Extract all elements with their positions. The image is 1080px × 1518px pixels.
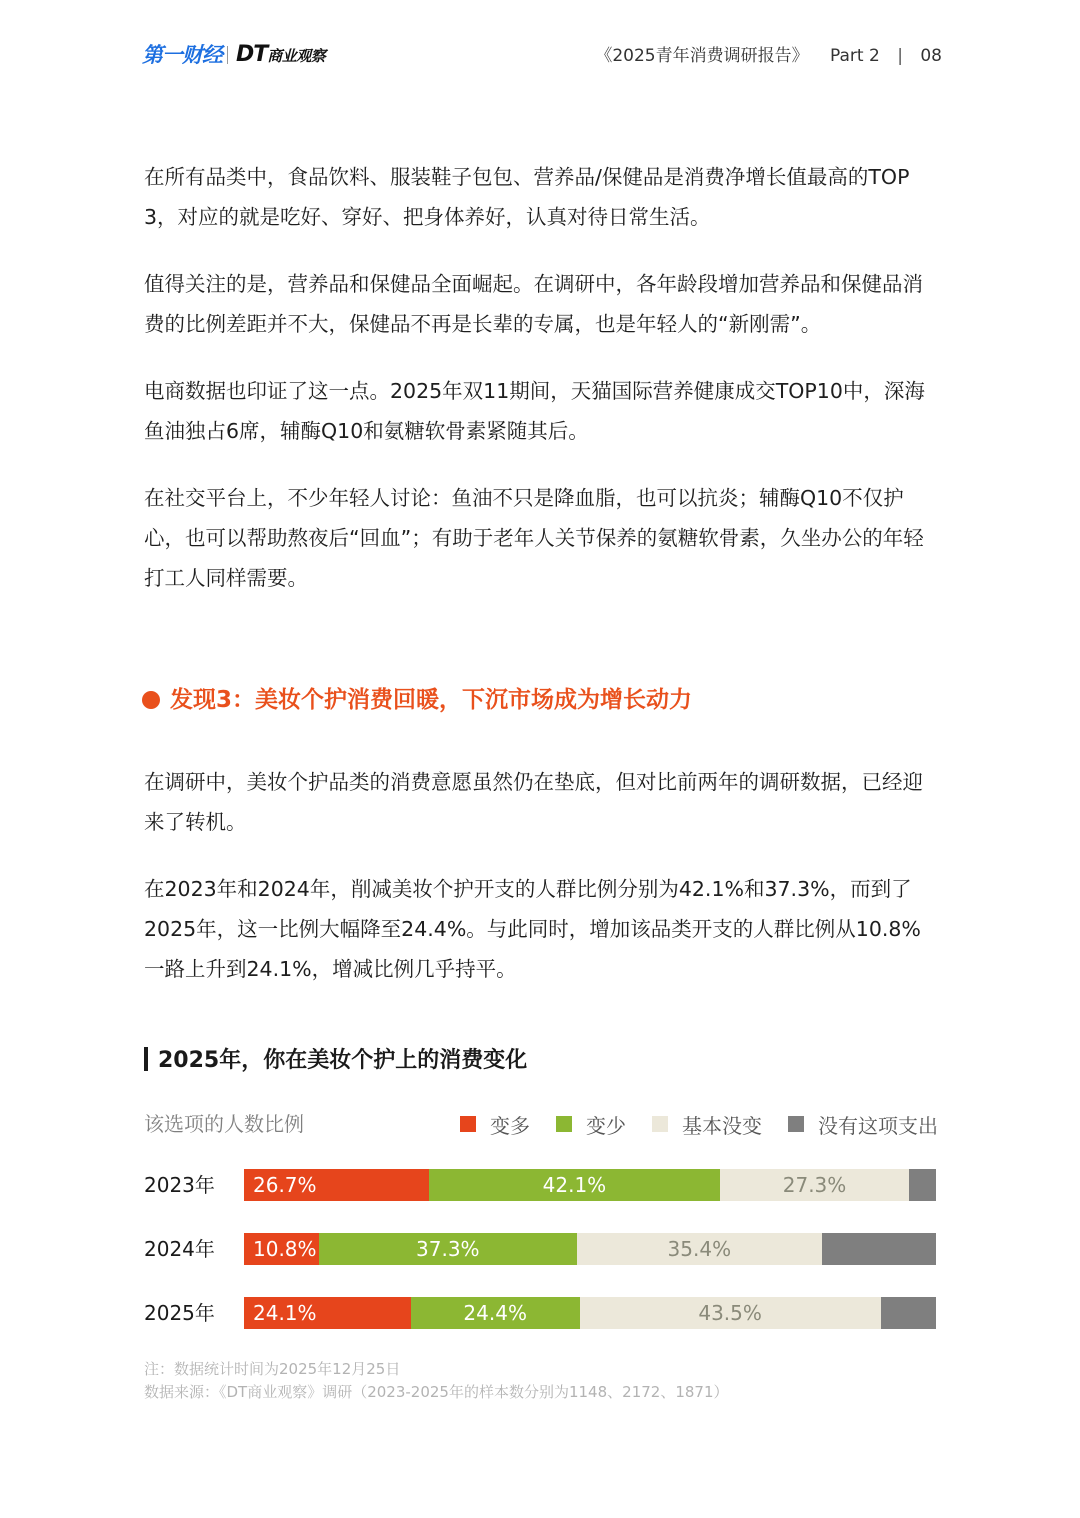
bar-data-label: 35.4% [667,1237,732,1261]
chart-title-text: 2025年，你在美妆个护上的消费变化 [158,1048,528,1073]
body-paragraph-4 [144,478,940,598]
bar-data-label: 43.5% [698,1301,762,1325]
header-divider: | [897,46,903,66]
section-heading-text: 发现3：美妆个护消费回暖，下沉市场成为增长动力 [170,687,693,713]
body-paragraph-3 [144,371,940,451]
bar-segment [319,1233,577,1265]
dt-logo [236,42,325,69]
paragraph: 在调研中，美妆个护品类的消费意愿虽然仍在垫底，但对比前两年的调研数据，已经迎来了转机。 [144,770,923,834]
bar-data-label: 24.4% [463,1301,527,1325]
body-paragraph-1 [144,157,940,237]
legend-swatch [460,1116,476,1132]
legend-label: 没有这项支出 [818,1113,938,1138]
bar-segment [429,1169,720,1201]
legend-swatch [788,1116,804,1132]
legend-item [556,1110,626,1139]
chart-notes [144,1358,729,1404]
bar-data-label: 37.3% [416,1237,480,1261]
dt-logo-text: 商业观察 [267,47,326,65]
legend-item [788,1110,938,1139]
legend-item [652,1110,762,1139]
bar-segment [720,1169,909,1201]
bar-segment [909,1169,936,1201]
paragraph: 在2023年和2024年，削减美妆个护开支的人群比例分别为42.1%和37.3%，而到了2025年，这一比例大幅降至24.4%。与此同时，增加该品类开支的人群比例从10.8%一路上升到24.1%，增减比例几乎持平。 [144,877,921,981]
bar-segment [580,1297,881,1329]
bar-row-label: 2025年 [144,1301,215,1325]
header-part: Part 2 [830,46,880,66]
chart-legend [434,1107,938,1141]
bar-segment [244,1297,411,1329]
body-paragraph-6 [144,869,940,989]
bar-segment [411,1297,580,1329]
bar-data-label: 27.3% [782,1173,847,1197]
bar-data-label: 26.7% [253,1173,317,1197]
bar-data-label: 10.8% [253,1237,317,1261]
legend-label: 变多 [490,1113,530,1138]
bar-segment [822,1233,936,1265]
title-bar-icon [144,1047,148,1071]
paragraph: 值得关注的是，营养品和保健品全面崛起。在调研中，各年龄段增加营养品和保健品消费的比例差距并不大，保健品不再是长辈的专属，也是年轻人的“新刚需”。 [144,272,923,336]
bar-row [244,1297,936,1329]
header-report-info [595,44,942,68]
dt-logo-mark: DT [236,42,268,67]
bar-row [244,1169,936,1201]
bar-row [244,1233,936,1265]
legend-label: 变少 [586,1113,626,1138]
bar-data-label: 24.1% [253,1301,317,1325]
bar-segment [577,1233,822,1265]
note-date: 注：数据统计时间为2025年12月25日 [144,1360,401,1378]
page-number: 08 [920,46,942,66]
bar-data-label: 42.1% [542,1173,607,1197]
bar-segment [244,1233,319,1265]
body-paragraph-2 [144,264,940,344]
legend-label: 基本没变 [682,1113,762,1138]
paragraph: 在社交平台上，不少年轻人讨论：鱼油不只是降血脂，也可以抗炎；辅酶Q10不仅护心，也可以帮助熬夜后“回血”；有助于老年人关节保养的氨糖软骨素，久坐办公的年轻打工人同样需要。 [144,486,924,590]
paragraph: 在所有品类中，食品饮料、服装鞋子包包、营养品/保健品是消费净增长值最高的TOP 3，对应的就是吃好、穿好、把身体养好，认真对待日常生活。 [144,165,910,229]
bar-row-label: 2024年 [144,1237,215,1261]
chart-subtitle: 该选项的人数比例 [144,1112,304,1136]
bar-segment [881,1297,936,1329]
bullet-dot-icon [142,691,160,709]
bar-row-label: 2023年 [144,1173,215,1197]
note-source: 数据来源：《DT商业观察》调研（2023-2025年的样本数分别为1148、2172、1871） [144,1383,729,1401]
section-heading [142,682,692,718]
page-header [0,0,1080,100]
legend-item [460,1110,530,1139]
paragraph: 电商数据也印证了这一点。2025年双11期间，天猫国际营养健康成交TOP10中，深海鱼油独占6席，辅酶Q10和氨糖软骨素紧随其后。 [144,379,925,443]
legend-swatch [652,1116,668,1132]
logo-divider [227,46,228,64]
legend-swatch [556,1116,572,1132]
yicai-logo: 第一财经 [142,43,222,67]
chart-title [144,1043,527,1079]
report-title: 《2025青年消费调研报告》 [595,46,809,66]
bar-segment [244,1169,429,1201]
body-paragraph-5 [144,762,940,842]
